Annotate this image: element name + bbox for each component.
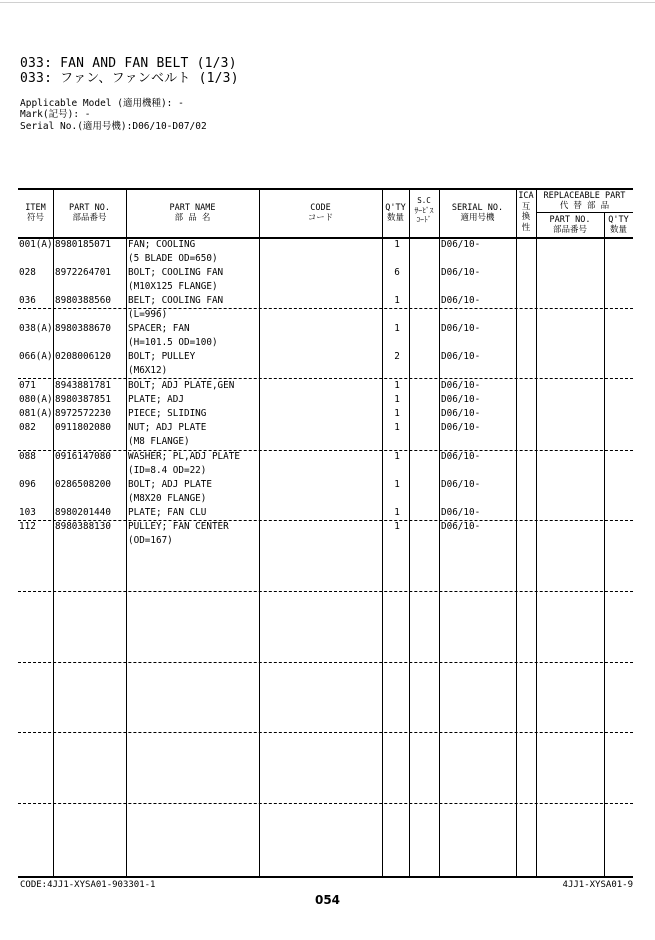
part-no-cell: 8980201440 — [55, 507, 111, 518]
serial-cell: D06/10- — [441, 295, 481, 306]
part-no-cell: 8980388560 — [55, 295, 111, 306]
header-part-no: PART NO. 部品番号 — [69, 203, 110, 223]
part-name-cell: BOLT; ADJ PLATE,GEN — [128, 380, 235, 391]
serial-cell: D06/10- — [441, 267, 481, 278]
header-item: ITEM 符号 — [25, 203, 46, 223]
qty-cell: 6 — [394, 267, 400, 278]
serial-cell: D06/10- — [441, 451, 481, 462]
item-cell: 066(A) — [19, 351, 53, 362]
item-cell: 001(A) — [19, 239, 53, 250]
col-divider — [53, 188, 54, 876]
part-no-cell: 0916147080 — [55, 451, 111, 462]
replaceable-subheader-rule — [536, 212, 633, 213]
item-cell: 028 — [19, 267, 36, 278]
qty-cell: 1 — [394, 422, 400, 433]
header-repl-part-no: PART NO. 部品番号 — [549, 215, 591, 235]
footer-ref: 4JJ1-XYSA01-9 — [562, 880, 633, 890]
part-no-cell: 0208006120 — [55, 351, 111, 362]
qty-cell: 1 — [394, 451, 400, 462]
part-name-cell: PLATE; FAN CLU — [128, 507, 207, 518]
part-name-cell: BOLT; ADJ PLATE — [128, 479, 212, 490]
serial-cell: D06/10- — [441, 323, 481, 334]
mark: Mark(記号): - — [20, 109, 91, 120]
part-name-cell: BOLT; COOLING FAN — [128, 267, 224, 278]
part-spec-cell: (M6X12) — [128, 365, 168, 376]
header-replaceable-part: REPLACEABLE PART 代 替 部 品 — [543, 191, 626, 211]
group-divider — [18, 732, 633, 733]
footer-code: CODE:4JJ1-XYSA01-903301-1 — [20, 880, 156, 890]
item-cell: 096 — [19, 479, 36, 490]
part-no-cell: 8980387851 — [55, 394, 111, 405]
applicable-model: Applicable Model (適用機種): - — [20, 98, 184, 109]
qty-cell: 1 — [394, 479, 400, 490]
serial-cell: D06/10- — [441, 380, 481, 391]
col-divider — [126, 188, 127, 876]
serial-cell: D06/10- — [441, 351, 481, 362]
part-spec-cell: (M8 FLANGE) — [128, 436, 190, 447]
part-no-cell: 8972572230 — [55, 408, 111, 419]
part-name-cell: BOLT; PULLEY — [128, 351, 196, 362]
col-divider — [516, 188, 517, 876]
header-service-code: S.C ｻｰﾋﾞｽ ｺｰﾄﾞ — [414, 196, 434, 224]
part-spec-cell: (5 BLADE OD=650) — [128, 253, 218, 264]
part-name-cell: PLATE; ADJ — [128, 394, 184, 405]
part-name-cell: FAN; COOLING — [128, 239, 196, 250]
part-name-cell: SPACER; FAN — [128, 323, 190, 334]
part-no-cell: 8943881781 — [55, 380, 111, 391]
col-divider — [439, 188, 440, 876]
serial-cell: D06/10- — [441, 507, 481, 518]
part-spec-cell: (H=101.5 OD=100) — [128, 337, 218, 348]
col-divider — [259, 188, 260, 876]
page-title: 033: FAN AND FAN BELT (1/3) — [20, 56, 237, 71]
item-cell: 036 — [19, 295, 36, 306]
item-cell: 103 — [19, 507, 36, 518]
qty-cell: 1 — [394, 295, 400, 306]
qty-cell: 1 — [394, 408, 400, 419]
top-rule — [0, 2, 655, 3]
serial-cell: D06/10- — [441, 239, 481, 250]
col-divider — [604, 212, 605, 876]
part-name-cell: NUT; ADJ PLATE — [128, 422, 207, 433]
item-cell: 081(A) — [19, 408, 53, 419]
serial-cell: D06/10- — [441, 521, 481, 532]
part-spec-cell: (OD=167) — [128, 535, 173, 546]
header-part-name: PART NAME 部 品 名 — [169, 203, 216, 223]
part-spec-cell: (L=996) — [128, 309, 168, 320]
serial-range: Serial No.(適用号機):D06/10-D07/02 — [20, 121, 207, 132]
qty-cell: 1 — [394, 507, 400, 518]
header-qty: Q'TY 数量 — [385, 203, 406, 223]
group-divider — [18, 308, 633, 309]
header-repl-qty: Q'TY 数量 — [608, 215, 629, 235]
qty-cell: 1 — [394, 323, 400, 334]
item-cell: 038(A) — [19, 323, 53, 334]
item-cell: 080(A) — [19, 394, 53, 405]
parts-table — [18, 188, 633, 878]
part-no-cell: 8980388670 — [55, 323, 111, 334]
part-no-cell: 8972264701 — [55, 267, 111, 278]
part-spec-cell: (M8X20 FLANGE) — [128, 493, 207, 504]
table-top-border — [18, 188, 633, 190]
part-name-cell: BELT; COOLING FAN — [128, 295, 224, 306]
part-no-cell: 8980185071 — [55, 239, 111, 250]
qty-cell: 2 — [394, 351, 400, 362]
qty-cell: 1 — [394, 239, 400, 250]
col-divider — [536, 188, 537, 876]
qty-cell: 1 — [394, 394, 400, 405]
part-no-cell: 0911802080 — [55, 422, 111, 433]
item-cell: 088 — [19, 451, 36, 462]
part-no-cell: 8980388130 — [55, 521, 111, 532]
part-name-cell: PULLEY; FAN CENTER — [128, 521, 229, 532]
header-code: CODE コード — [307, 203, 334, 223]
group-divider — [18, 662, 633, 663]
group-divider — [18, 803, 633, 804]
page-number: 054 — [314, 893, 341, 907]
serial-cell: D06/10- — [441, 394, 481, 405]
group-divider — [18, 591, 633, 592]
part-no-cell: 0286508200 — [55, 479, 111, 490]
header-serial-no: SERIAL NO. 適用号機 — [451, 203, 504, 223]
part-spec-cell: (M10X125 FLANGE) — [128, 281, 218, 292]
header-ica: ICA 互 換 性 — [518, 191, 534, 233]
serial-cell: D06/10- — [441, 479, 481, 490]
item-cell: 071 — [19, 380, 36, 391]
item-cell: 112 — [19, 521, 36, 532]
qty-cell: 1 — [394, 521, 400, 532]
part-spec-cell: (ID=8.4 OD=22) — [128, 465, 207, 476]
serial-cell: D06/10- — [441, 422, 481, 433]
part-name-cell: PIECE; SLIDING — [128, 408, 207, 419]
item-cell: 082 — [19, 422, 36, 433]
serial-cell: D06/10- — [441, 408, 481, 419]
table-bottom-border — [18, 876, 633, 878]
qty-cell: 1 — [394, 380, 400, 391]
part-name-cell: WASHER; PL,ADJ PLATE — [128, 451, 240, 462]
page-title-jp: 033: ファン、ファンベルト (1/3) — [20, 71, 239, 86]
